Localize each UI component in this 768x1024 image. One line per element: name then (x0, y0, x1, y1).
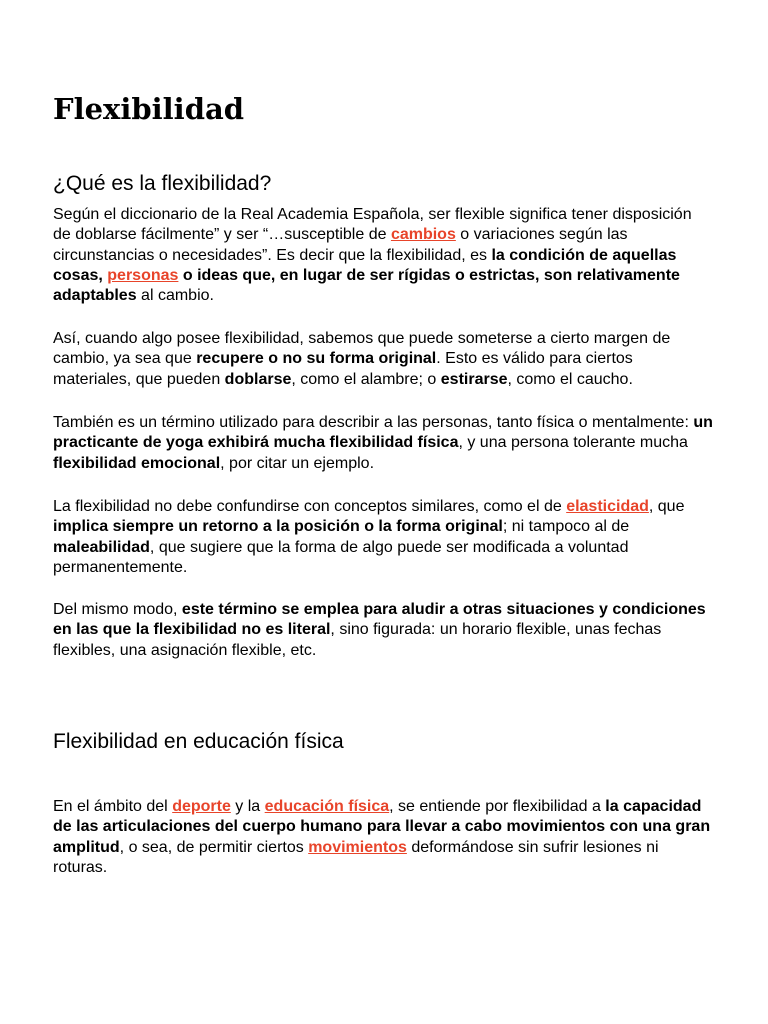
bold-text: doblarse (224, 370, 292, 388)
section-heading-educacion-fisica: Flexibilidad en educación física (53, 730, 344, 753)
text: En el ámbito del (53, 798, 173, 815)
text: Según el diccionario de la Real Academia Española, ser flexible significa tener disposición de doblarse fácilmente” y ser “…susceptible de (53, 206, 692, 244)
paragraph-sentido-figurado (53, 600, 713, 661)
text: , por citar un ejemplo. (220, 454, 375, 472)
link-personas[interactable]: personas (107, 266, 179, 284)
bold-text: flexibilidad emocional (53, 454, 221, 472)
text: ; ni tampoco al de (502, 518, 630, 536)
bold-text: maleabilidad (53, 538, 150, 556)
paragraph-personas (53, 413, 713, 474)
link-elasticidad[interactable]: elasticidad (566, 498, 649, 515)
bold-text: estirarse (440, 370, 508, 388)
bold-text: la condición de aquellas cosas, (53, 246, 677, 284)
text: , que sugiere que la forma de algo puede ser modificada a voluntad permanentemente. (53, 538, 629, 576)
link-educacion-fisica[interactable]: educación física (264, 798, 390, 815)
text: , como el alambre; o (291, 370, 441, 388)
link-deporte[interactable]: deporte (172, 798, 231, 815)
section-heading-que-es: ¿Qué es la flexibilidad? (53, 172, 272, 195)
text: , sino figurada: un horario flexible, unas fechas flexibles, una asignación flexible, etc. (53, 621, 662, 659)
text: Del mismo modo, (53, 601, 182, 618)
paragraph-margen-cambio (53, 329, 713, 390)
bold-text: implica siempre un retorno a la posición o la forma original (53, 518, 503, 536)
bold-text: recupere o no su forma original (196, 350, 437, 368)
text: , o sea, de permitir ciertos (119, 838, 309, 856)
text: o variaciones según las circunstancias o necesidades”. Es decir que la flexibilidad, es (53, 226, 628, 264)
bold-text: este término se emplea para aludir a otras situaciones y condiciones en las que la flexibilidad no es literal (53, 601, 706, 639)
text: La flexibilidad no debe confundirse con conceptos similares, como el de (53, 498, 567, 515)
bold-text: la capacidad de las articulaciones del cuerpo humano para llevar a cabo movimientos con una gran amplitud (53, 798, 711, 856)
text: y la (230, 798, 265, 815)
text: deformándose sin sufrir lesiones ni roturas. (53, 838, 659, 876)
text: , se entiende por flexibilidad a (389, 798, 606, 815)
text: al cambio. (136, 287, 214, 305)
paragraph-educacion-fisica (53, 797, 713, 878)
bold-text: un practicante de yoga exhibirá mucha flexibilidad física (53, 414, 713, 452)
link-movimientos[interactable]: movimientos (308, 838, 407, 856)
paragraph-definition (53, 205, 713, 306)
text: , y una persona tolerante mucha (458, 434, 688, 452)
text: Así, cuando algo posee flexibilidad, sabemos que puede someterse a cierto margen de cambio, ya sea que (53, 330, 671, 368)
paragraph-conceptos-similares (53, 497, 713, 578)
text: , que (648, 498, 685, 515)
bold-text: o ideas que, en lugar de ser rígidas o estrictas, son relativamente adaptables (53, 266, 680, 305)
text: También es un término utilizado para describir a las personas, tanto física o mentalmente: (53, 414, 694, 431)
link-cambios[interactable]: cambios (390, 226, 456, 244)
text: . Esto es válido para ciertos materiales, que pueden (53, 350, 633, 388)
text: , como el caucho. (507, 370, 633, 388)
page-title: Flexibilidad (53, 92, 245, 126)
